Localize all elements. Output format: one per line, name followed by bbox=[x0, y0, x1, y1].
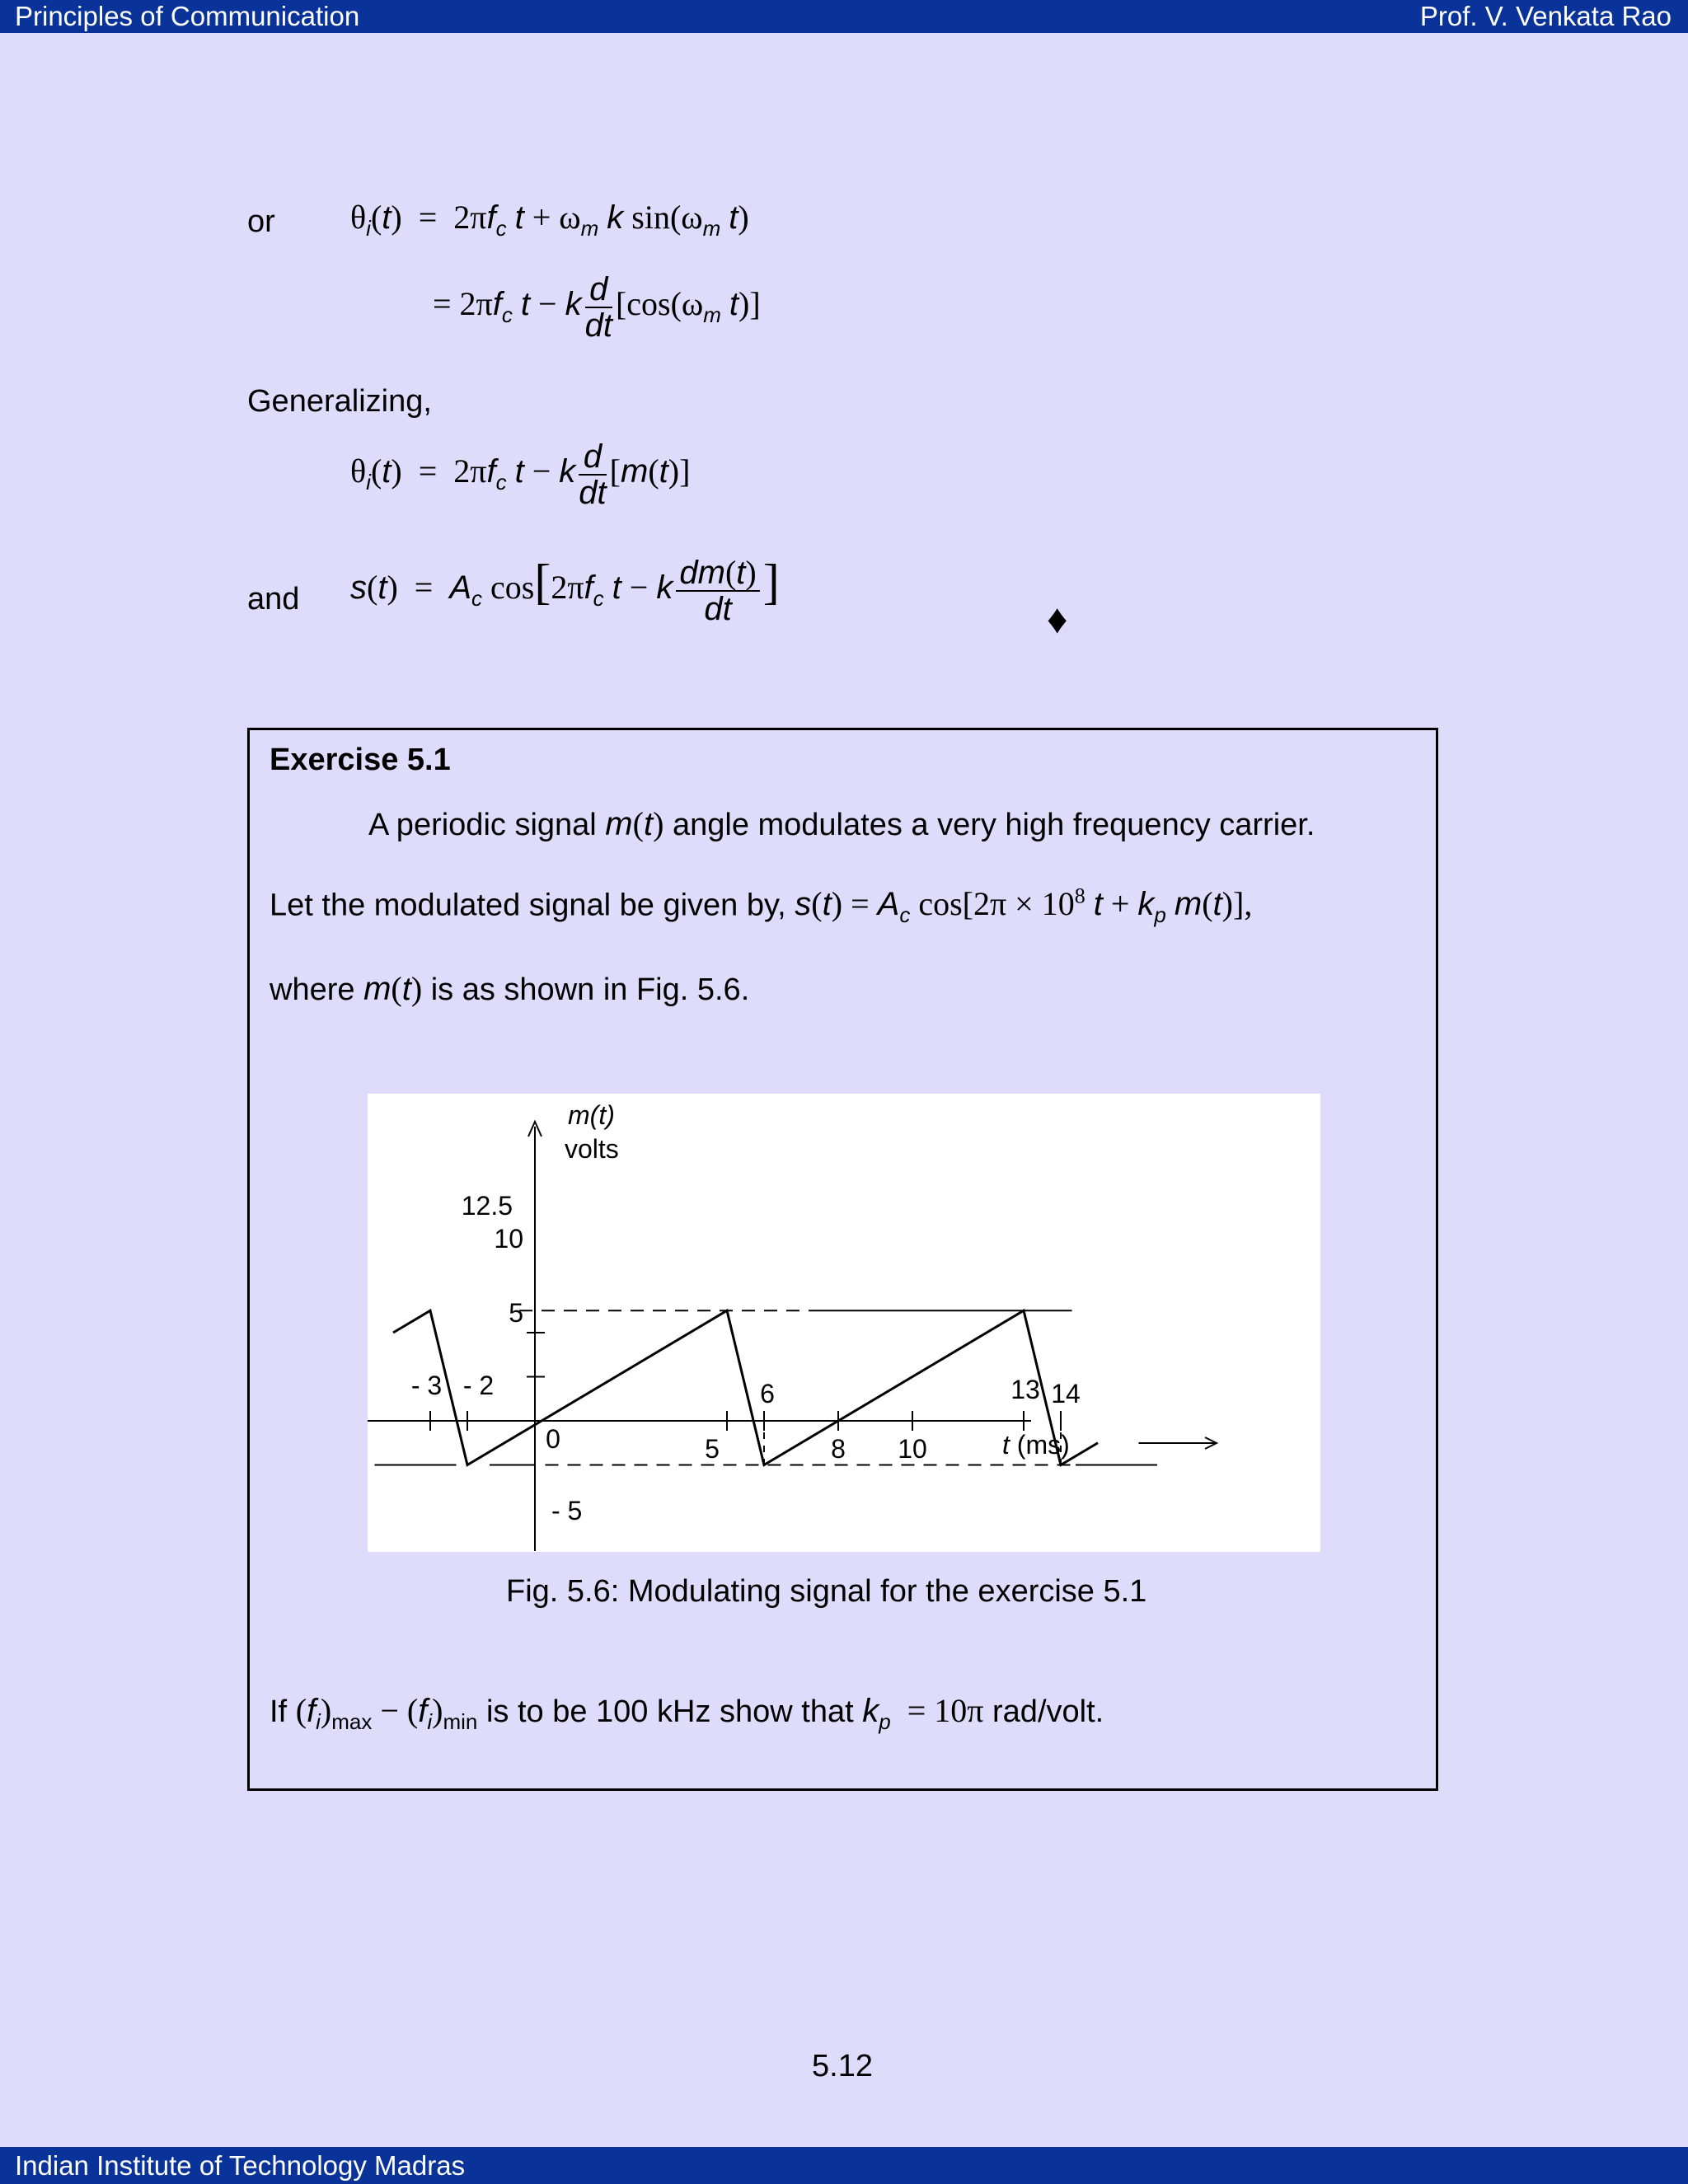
exercise-line-3-end: is as shown in Fig. 5.6. bbox=[430, 972, 750, 1007]
x-tick-label-0: 0 bbox=[546, 1424, 560, 1454]
y-axis-label-mt: m(t) bbox=[568, 1100, 615, 1130]
y-tick-label-5: 5 bbox=[509, 1298, 523, 1328]
exercise-line-3: where m(t) is as shown in Fig. 5.6. bbox=[270, 970, 750, 1007]
footer-institute: Indian Institute of Technology Madras bbox=[15, 2150, 466, 2181]
x-tick-label-13: 13 bbox=[1010, 1375, 1040, 1404]
x-tick-label-14: 14 bbox=[1051, 1379, 1081, 1408]
exercise-final-end: rad/volt. bbox=[992, 1694, 1104, 1729]
end-of-proof-diamond-icon: ♦ bbox=[1047, 596, 1068, 642]
exercise-line-2-start: Let the modulated signal be given by, bbox=[270, 888, 786, 923]
y-tick-label-minus-5: - 5 bbox=[551, 1496, 583, 1526]
x-tick-label-minus-2: - 2 bbox=[462, 1371, 495, 1400]
equation-theta-sin: $\theta_i(t) = 2\pi f_c$ $t + \omega_m$ k $\sin(\omega_m$ t) bbox=[350, 199, 749, 241]
x-axis-label: t (ms) bbox=[1002, 1430, 1070, 1460]
exercise-line-3-start: where bbox=[270, 972, 355, 1007]
x-tick-label-8: 8 bbox=[831, 1434, 846, 1464]
y-axis-label-unit: volts bbox=[565, 1134, 619, 1164]
exercise-final-start: If bbox=[270, 1694, 288, 1729]
exercise-line-2 bbox=[270, 884, 1252, 928]
x-tick-label-minus-3: - 3 bbox=[410, 1371, 443, 1400]
exercise-line-1: A periodic signal m(t) angle modulates a very high frequency carrier. bbox=[368, 805, 1315, 842]
exercise-final-middle: is to be 100 kHz show that bbox=[485, 1694, 854, 1729]
header-course-title: Principles of Communication bbox=[15, 1, 360, 31]
sawtooth-chart bbox=[368, 1094, 1320, 1552]
y-tick-label-12-5: 12.5 bbox=[461, 1191, 513, 1221]
figure-modulating-signal bbox=[368, 1094, 1320, 1552]
equation-signal-s: $s(t) = A_c$ $\cos[2\pi f_c$ t − k $\frac{dm(t)}{dt}$ ] bbox=[350, 553, 780, 627]
equation-theta-cos-derivative: = $2\pi f_c$ t − k $\frac{d}{dt}$ [$\cos(\omega_m$ t)] bbox=[433, 271, 761, 344]
exercise-line-1-end: angle modulates a very high frequency carrier. bbox=[672, 808, 1315, 842]
label-and: and bbox=[247, 582, 300, 616]
signal-line bbox=[393, 1310, 1098, 1465]
exercise-title: Exercise 5.1 bbox=[270, 743, 451, 777]
label-or: or bbox=[247, 204, 275, 239]
page-header bbox=[0, 0, 1688, 33]
x-tick-label-5: 5 bbox=[705, 1434, 720, 1464]
header-author: Prof. V. Venkata Rao bbox=[1419, 1, 1672, 31]
page-footer bbox=[0, 2147, 1688, 2184]
equation-exercise-signal: $s(t) = A_c$ $\cos[2\pi \times 10^8$ $t + k_p$ m(t)], bbox=[795, 884, 1253, 928]
x-tick-label-6: 6 bbox=[760, 1379, 775, 1408]
equation-theta-general: $\theta_i(t) = 2\pi f_c$ t − k $\frac{d}{dt}$ [m(t)] bbox=[350, 438, 691, 511]
figure-caption: Fig. 5.6: Modulating signal for the exercise 5.1 bbox=[506, 1574, 1147, 1609]
label-generalizing: Generalizing, bbox=[247, 384, 432, 419]
exercise-line-1-start: A periodic signal bbox=[368, 808, 597, 842]
x-tick-label-10: 10 bbox=[898, 1434, 927, 1464]
exercise-final-line: If $(f_i)_{max} - (f_i)_{min}$ is to be 100 kHz show that $k_p = 10\pi$ rad/volt. bbox=[270, 1692, 1104, 1734]
subscript-max: max bbox=[331, 1709, 373, 1734]
subscript-min: min bbox=[443, 1709, 478, 1734]
y-tick-label-10: 10 bbox=[494, 1224, 523, 1254]
page-number: 5.12 bbox=[812, 2049, 873, 2083]
